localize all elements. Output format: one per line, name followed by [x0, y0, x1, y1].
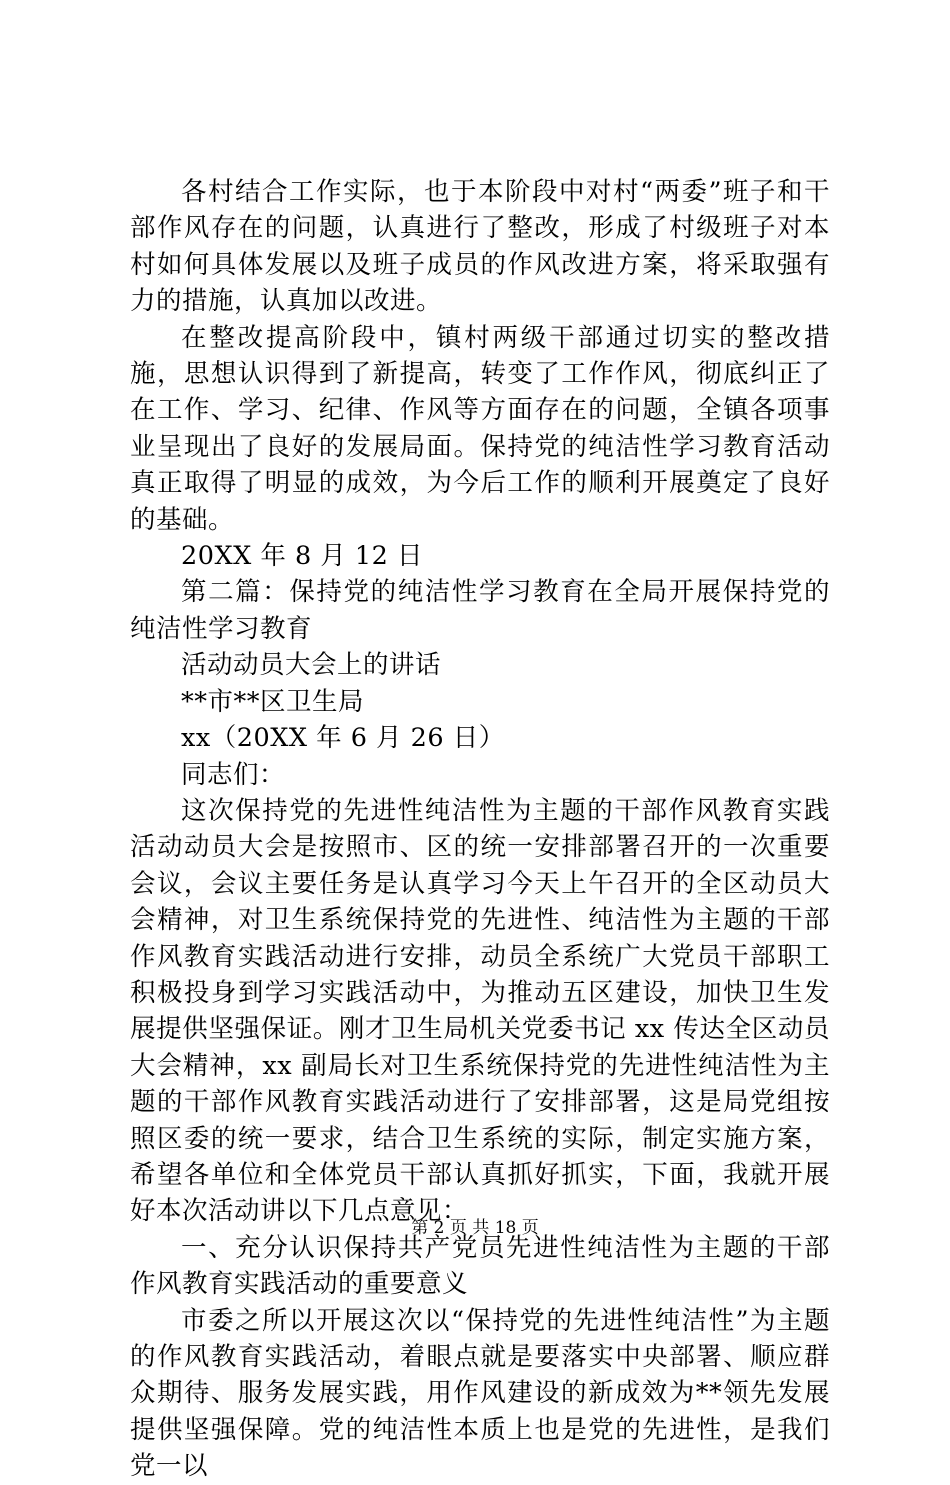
speech-title: 活动动员大会上的讲话 [181, 650, 442, 681]
paragraph: 这次保持党的先进性纯洁性为主题的干部作风教育实践活动动员大会是按照市、区的统一安排部署召开的一次重要会议，会议主要任务是认真学习今天上午召开的全区动员大会精神，对卫生系统保持党的先进性、纯洁性为主题的干部作风教育实践活动进行安排，动员全系统广大党员干部职工积极投身到学习实践活动中，为推动五区建设，加快卫生发展提供坚强保证。刚才卫生局机关党委书记 xx 传达全区动员大会精神，xx 副局长对卫生系统保持党的先进性纯洁性为主题的干部作风教育实践活动进行了安排部署，这是局党组按照区委的统一要求，结合卫生系统的实际，制定实施方案，希望各单位和全体党员干部认真抓好抓实，下面，我就开展好本次活动讲以下几点意见： [130, 795, 830, 1227]
page-number: 第 2 页 共 18 页 [411, 1218, 539, 1238]
page-footer [0, 1216, 950, 1240]
document-body [130, 174, 830, 1485]
salutation: 同志们： [181, 759, 286, 790]
speaker-organization: **市**区卫生局 [181, 686, 365, 717]
paragraph: 在整改提高阶段中，镇村两级干部通过切实的整改措施，思想认识得到了新提高，转变了工作作风，彻底纠正了在工作、学习、纪律、作风等方面存在的问题，全镇各项事业呈现出了良好的发展局面。保持党的纯洁性学习教育活动真正取得了明显的成效，为今后工作的顺利开展奠定了良好的基础。 [130, 322, 830, 535]
paragraph: 市委之所以开展这次以“保持党的先进性纯洁性”为主题的作风教育实践活动，着眼点就是要落实中央部署、顺应群众期待、服务发展实践，用作风建设的新成效为**领先发展提供坚强保障。党的纯洁性本质上也是党的先进性，是我们党一以 [130, 1305, 830, 1482]
speaker-date: xx（20XX 年 6 月 26 日） [181, 723, 505, 754]
subheading: 一、充分认识保持共产党员先进性纯洁性为主题的干部作风教育实践活动的重要意义 [130, 1232, 830, 1300]
paragraph: 各村结合工作实际，也于本阶段中对村“两委”班子和干部作风存在的问题，认真进行了整改，形成了村级班子对本村如何具体发展以及班子成员的作风改进方案，将采取强有力的措施，认真加以改进。 [130, 177, 830, 317]
section-heading: 第二篇：保持党的纯洁性学习教育在全局开展保持党的纯洁性学习教育 [130, 577, 830, 644]
date-line: 20XX 年 8 月 12 日 [181, 541, 423, 572]
